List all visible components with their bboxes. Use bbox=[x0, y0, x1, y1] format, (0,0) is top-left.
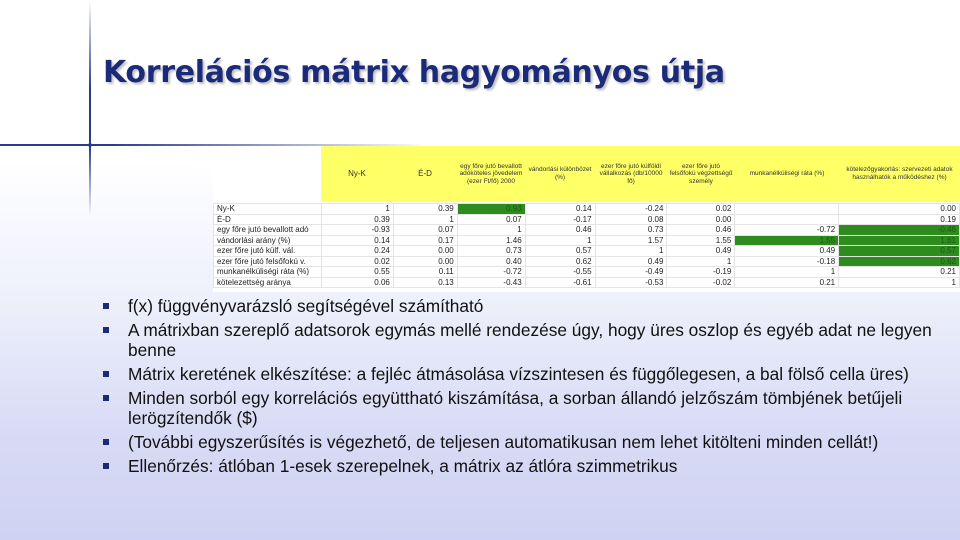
matrix-cell: 0.13 bbox=[393, 277, 457, 288]
bullet-square-icon bbox=[103, 439, 109, 445]
matrix-cell: 0.17 bbox=[393, 235, 457, 246]
matrix-cell: -0.02 bbox=[667, 277, 735, 288]
bullet-square-icon bbox=[103, 327, 109, 333]
matrix-cell: 0.00 bbox=[667, 214, 735, 225]
matrix-cell: 0.39 bbox=[321, 214, 393, 225]
matrix-row-label: egy főre jutó bevallott adó bbox=[214, 225, 322, 236]
bullet-item bbox=[103, 388, 953, 428]
matrix-row-label: ezer főre jutó felsőfokú v. bbox=[214, 256, 322, 267]
bullet-text: Ellenőrzés: átlóban 1-esek szerepelnek, a mátrix az átlóra szimmetrikus bbox=[128, 456, 678, 476]
matrix-cell: 0.24 bbox=[321, 246, 393, 257]
bullet-square-icon bbox=[103, 463, 109, 469]
matrix-cell: 0.00 bbox=[393, 256, 457, 267]
matrix-row-label: ezer főre jutó külf. vál. bbox=[214, 246, 322, 257]
matrix-cell: 1.55 bbox=[667, 235, 735, 246]
matrix-row-label: munkanélküliségi ráta (%) bbox=[214, 267, 322, 278]
decorative-vertical-line bbox=[89, 0, 91, 148]
matrix-cell: 0.93 bbox=[457, 204, 525, 215]
matrix-cell: 0.46 bbox=[525, 225, 595, 236]
decorative-cross-icon bbox=[84, 139, 96, 151]
bullet-square-icon bbox=[103, 371, 109, 377]
matrix-cell: 0.73 bbox=[457, 246, 525, 257]
matrix-cell: 0.46 bbox=[667, 225, 735, 236]
bullet-list bbox=[103, 296, 953, 480]
matrix-cell: -0.18 bbox=[735, 256, 839, 267]
matrix-row-label: kötelezettség aránya bbox=[214, 277, 322, 288]
bullet-text: Minden sorból egy korrelációs együttható kiszámítása, a sorban állandó jelzőszám tömbjének betűjeli lerögzítendők ($) bbox=[128, 388, 903, 428]
matrix-header-blank-cell bbox=[213, 146, 321, 202]
matrix-cell: 0.07 bbox=[393, 225, 457, 236]
matrix-cell: 0.73 bbox=[595, 225, 667, 236]
bullet-text: (További egyszerűsítés is végezhető, de teljesen automatikusan nem lehet kitölteni minden cellát!) bbox=[128, 432, 879, 452]
matrix-header-cell: kötelezőgyakorlás: szervezeti adatok használhatók a működéshez (%) bbox=[839, 146, 960, 202]
matrix-row bbox=[214, 204, 960, 215]
bullet-item bbox=[103, 456, 953, 476]
matrix-cell: 0.49 bbox=[667, 246, 735, 257]
matrix-cell: 0.40 bbox=[457, 256, 525, 267]
matrix-cell: 0.06 bbox=[321, 277, 393, 288]
matrix-cell: 1 bbox=[735, 267, 839, 278]
matrix-cell: -0.49 bbox=[595, 267, 667, 278]
matrix-row-label: vándorlási arány (%) bbox=[214, 235, 322, 246]
matrix-cell: 0.39 bbox=[393, 204, 457, 215]
bullet-item bbox=[103, 432, 953, 452]
matrix-row bbox=[214, 256, 960, 267]
matrix-cell: 0.49 bbox=[735, 246, 839, 257]
matrix-row bbox=[214, 235, 960, 246]
matrix-cell: 0.02 bbox=[667, 204, 735, 215]
matrix-cell: 0.49 bbox=[595, 256, 667, 267]
matrix-cell: -0.24 bbox=[595, 204, 667, 215]
bullet-text: A mátrixban szereplő adatsorok egymás mellé rendezése úgy, hogy üres oszlop és egyéb adat ne legyen benne bbox=[128, 320, 932, 360]
bullet-square-icon bbox=[103, 395, 109, 401]
bullet-item bbox=[103, 320, 953, 360]
matrix-cell: 0.19 bbox=[839, 214, 960, 225]
matrix-row-label: Ny-K bbox=[214, 204, 322, 215]
matrix-row bbox=[214, 214, 960, 225]
matrix-cell: 1.46 bbox=[457, 235, 525, 246]
matrix-cell: 0.21 bbox=[735, 277, 839, 288]
matrix-cell: 0.00 bbox=[393, 246, 457, 257]
bullet-text: Mátrix keretének elkészítése: a fejléc átmásolása vízszintesen és függőlegesen, a bal fölső cella üres) bbox=[128, 364, 909, 384]
matrix-cell: -0.93 bbox=[321, 225, 393, 236]
matrix-cell bbox=[735, 214, 839, 225]
matrix-cell bbox=[735, 204, 839, 215]
matrix-cell: 1 bbox=[525, 235, 595, 246]
matrix-header-cell: Ny-K bbox=[321, 146, 393, 202]
correlation-matrix-screenshot bbox=[213, 146, 960, 292]
matrix-cell: 1 bbox=[457, 225, 525, 236]
matrix-cell: 0.62 bbox=[839, 256, 960, 267]
matrix-cell: 1.61 bbox=[839, 235, 960, 246]
matrix-cell: -0.53 bbox=[595, 277, 667, 288]
matrix-cell: 0.07 bbox=[457, 214, 525, 225]
bullet-item bbox=[103, 364, 953, 384]
matrix-header-row bbox=[213, 146, 960, 202]
matrix-cell: 0.02 bbox=[321, 256, 393, 267]
matrix-row-label: É-D bbox=[214, 214, 322, 225]
matrix-cell: -0.72 bbox=[735, 225, 839, 236]
matrix-header-cell: ezer főre jutó felsőfokú végzettségű személy bbox=[667, 146, 735, 202]
matrix-header-cell: É-D bbox=[393, 146, 457, 202]
matrix-cell: -0.55 bbox=[525, 267, 595, 278]
matrix-cell: 0.11 bbox=[393, 267, 457, 278]
matrix-cell: -0.46 bbox=[839, 225, 960, 236]
matrix-cell: 0.14 bbox=[525, 204, 595, 215]
matrix-cell: -0.61 bbox=[525, 277, 595, 288]
matrix-cell: 1 bbox=[839, 277, 960, 288]
matrix-header-cell: egy főre jutó bevallott adóköteles jövedelem (ezer Ft/fő) 2000 bbox=[457, 146, 525, 202]
matrix-header-cell: munkanélküliségi ráta (%) bbox=[735, 146, 839, 202]
matrix-cell: -0.19 bbox=[667, 267, 735, 278]
matrix-cell: 0.57 bbox=[525, 246, 595, 257]
matrix-cell: 0.21 bbox=[839, 267, 960, 278]
matrix-cell: 1.55 bbox=[735, 235, 839, 246]
matrix-row bbox=[214, 225, 960, 236]
matrix-cell: 1 bbox=[667, 256, 735, 267]
matrix-cell: 0.55 bbox=[321, 267, 393, 278]
matrix-cell: 0.14 bbox=[321, 235, 393, 246]
matrix-row bbox=[214, 267, 960, 278]
bullet-item bbox=[103, 296, 953, 316]
matrix-cell: 1 bbox=[393, 214, 457, 225]
matrix-cell: 0.00 bbox=[839, 204, 960, 215]
matrix-cell: 0.57 bbox=[839, 246, 960, 257]
matrix-cell: 1 bbox=[321, 204, 393, 215]
bullet-text: f(x) függvényvarázsló segítségével számítható bbox=[128, 296, 484, 316]
bullet-square-icon bbox=[103, 303, 109, 309]
matrix-cell: -0.17 bbox=[525, 214, 595, 225]
slide-title: Korrelációs mátrix hagyományos útja bbox=[103, 55, 725, 90]
matrix-header-cell: ezer főre jutó külföldi vállalkozás (db/10000 fő) bbox=[595, 146, 667, 202]
matrix-cell: 1 bbox=[595, 246, 667, 257]
matrix-cell: 0.08 bbox=[595, 214, 667, 225]
matrix-cell: 0.62 bbox=[525, 256, 595, 267]
matrix-table bbox=[213, 203, 960, 288]
matrix-row bbox=[214, 246, 960, 257]
matrix-row bbox=[214, 277, 960, 288]
matrix-header-cell: vándorlási különbözet (%) bbox=[525, 146, 595, 202]
matrix-cell: -0.72 bbox=[457, 267, 525, 278]
decorative-vertical-line-lower bbox=[89, 146, 91, 216]
matrix-cell: 1.57 bbox=[595, 235, 667, 246]
matrix-cell: -0.43 bbox=[457, 277, 525, 288]
